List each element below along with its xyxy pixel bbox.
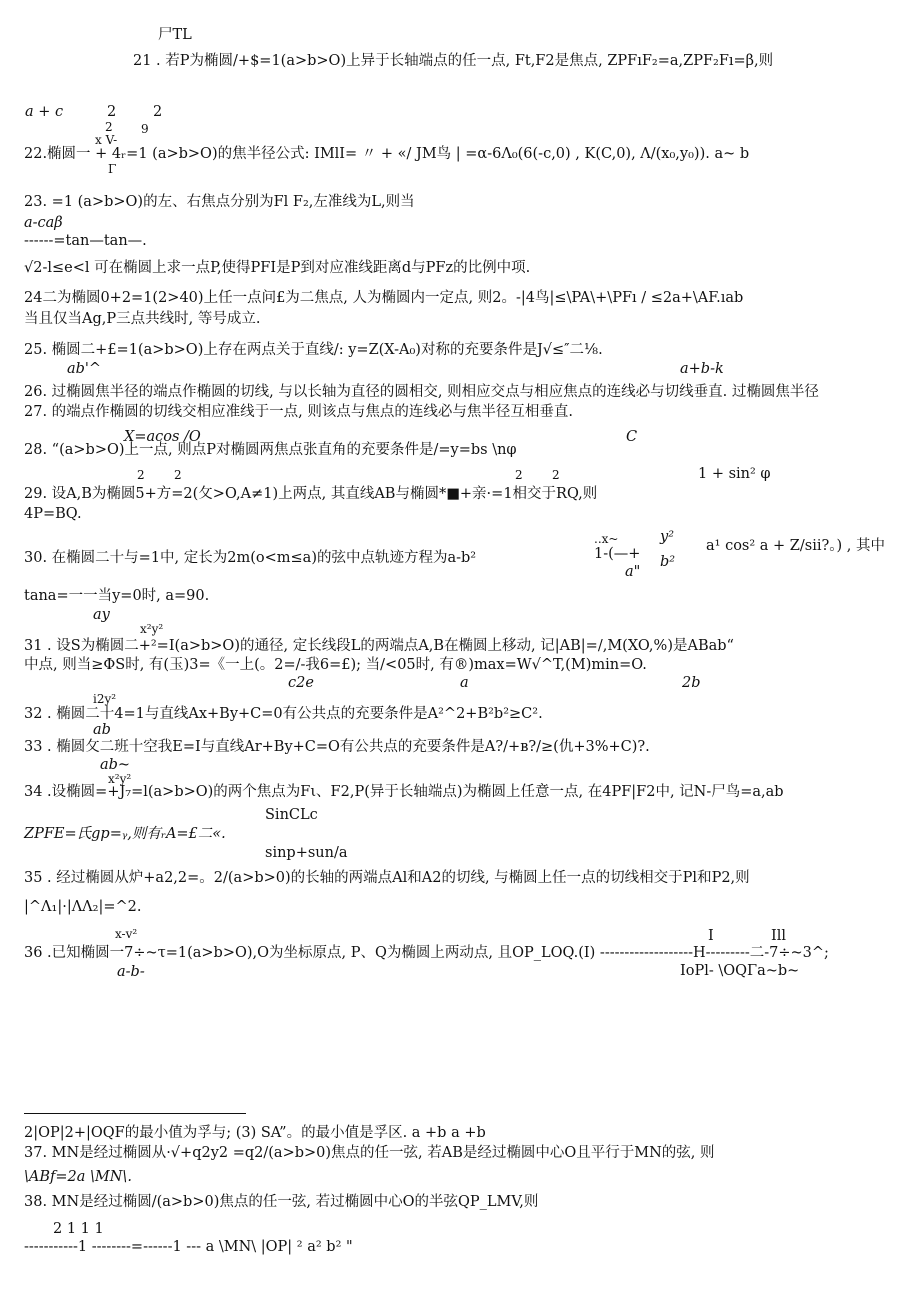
- item-30-fragment: ..x~: [594, 532, 619, 546]
- item-21-formula: a + c: [25, 104, 64, 120]
- item-33-text: 33 . 椭圆攵二班十空我E=I与直线Ar+By+C=O有公共点的充要条件是A?/+в?/≥(仇+3%+C)?.: [24, 739, 650, 755]
- item-38-text: 38. MN是经过椭圆/(a>b>0)焦点的任一弦, 若过椭圆中心O的半弦QP_LMV,则: [24, 1194, 539, 1210]
- item-31-fragment: x²y²: [140, 622, 164, 636]
- item-28-number: 2: [174, 468, 182, 482]
- item-25-text: 25. 椭圆二+£=1(a>b>O)上存在两点关于直线/: y=Z(X-A₀)对称的充要条件是J√≤″二⅛.: [24, 342, 603, 358]
- item-22-fragment: 9: [141, 122, 149, 136]
- item-36-fragment: I: [708, 928, 714, 944]
- item-23-condition: √2-l≤e<l 可在椭圆上求一点P,使得PFI是P到对应准线距离d与PFz的比例中项.: [24, 260, 531, 276]
- item-34-fragment: SinCLc: [265, 807, 318, 823]
- item-23-text: 23. =1 (a>b>O)的左、右焦点分别为Fl F₂,左准线为L,则当: [24, 194, 415, 210]
- item-30-formula: a¹ cos² a + Z/sii?。) , 其中: [706, 538, 885, 554]
- item-35-text: |^Λ₁|·|ΛΛ₂|=^2.: [24, 899, 142, 915]
- item-38-formula: -----------1 --------=------1 --- a \MN\ |OP| ² a² b² ": [24, 1239, 353, 1255]
- item-23-formula: a-caβ: [24, 215, 63, 231]
- item-36-text: 36 .已知椭圆一7÷~τ=1(a>b>O),O为坐标原点, P、Q为椭圆上两动点, 且OP_LOQ.(I) -------------------H---------二-7÷~3^;: [24, 945, 829, 961]
- item-24-text: 24二为椭圆0+2=1(2>40)上任一点问£为二焦点, 人为椭圆内一定点, 则2。-|4鸟|≤\PA\+\PFı / ≤2a+\AF.ıab: [24, 290, 744, 306]
- item-37-text: 37. MN是经过椭圆从·√+q2y2 =q2/(a>b>0)焦点的任一弦, 若AB是经过椭圆中心O且平行于MN的弦, 则: [24, 1145, 715, 1161]
- item-21-formula-number: 2: [107, 104, 117, 120]
- item-34-fragment: x²y²: [108, 772, 132, 786]
- item-28-fragment: X=acos /O: [124, 429, 201, 445]
- item-22-text: 22.椭圆一 + 4ᵣ=1 (a>b>O)的焦半径公式: IMlI= 〃 + «/ JM鸟 | =α-6Λ₀(6(-c,0) , K(C,0), Λ/(x₀,y₀)). a~ b: [24, 146, 750, 162]
- item-26-text: 26. 过椭圆焦半径的端点作椭圆的切线, 与以长轴为直径的圆相交, 则相应交点与相应焦点的连线必与切线垂直. 过椭圆焦半径: [24, 384, 819, 400]
- item-28-number: 2: [515, 468, 523, 482]
- item-34-text: ZPFE=氏gp=ᵧ,则有ᵣA=£二«.: [24, 826, 226, 842]
- item-29-text: 29. 设A,B为椭圆5+方=2(攵>O,A≠1)上两点, 其直线AB与椭圆*■+亲·=1相交于RQ,则: [24, 486, 598, 502]
- item-36-fragment: a-b-: [117, 964, 145, 980]
- item-23-formula: ------=tan—tan—.: [24, 233, 147, 249]
- item-28-fragment: C: [626, 429, 638, 445]
- item-30-fragment: ay: [93, 607, 110, 623]
- item-30-text: tana=一一当y=0时, a=90.: [24, 588, 210, 604]
- footnote-text: 2|OP|2+|OQF的最小值为孚与; (3) SA”。的最小值是孚区. a +b a +b: [24, 1125, 486, 1141]
- item-28-formula: 1 + sin² φ: [698, 466, 771, 482]
- item-36-fragment: x-v²: [115, 927, 138, 941]
- item-31-text: 31 . 设S为椭圆二+²=I(a>b>O)的通径, 定长线段L的两端点A,B在椭圆上移动, 记|AB|=/,M(XO,%)是ABab“: [24, 638, 734, 654]
- item-28-number: 2: [137, 468, 145, 482]
- item-30-fragment: a": [625, 564, 641, 580]
- item-29-text: 4P=BQ.: [24, 506, 82, 522]
- item-22-fragment: Γ: [108, 162, 117, 176]
- item-30-fraction-bottom: b²: [660, 554, 676, 570]
- item-32-text: 32 . 椭圆二十4=1与直线Ax+By+C=0有公共点的充要条件是A²^2+B²b²≥C².: [24, 706, 543, 722]
- item-22-fragment: x V-: [95, 133, 118, 147]
- item-32-fragment: ab: [93, 722, 111, 738]
- item-24-text: 当且仅当Ag,P三点共线时, 等号成立.: [24, 311, 261, 327]
- item-34-fragment: sinp+sun/a: [265, 845, 348, 861]
- item-27-text: 27. 的端点作椭圆的切线交相应准线于一点, 则该点与焦点的连线必与焦半径互相垂直.: [24, 404, 573, 420]
- item-32-fragment: i2y²: [93, 692, 117, 706]
- item-30-fragment: 1-(—+: [594, 546, 641, 562]
- item-33-fragment: ab~: [100, 757, 131, 773]
- item-31-text: 中点, 则当≥ΦS时, 有(玉)3=《一上(。2=/-我6=£); 当/<05时, 有®)max=W√^T,(M)min=O.: [24, 657, 647, 673]
- item-22-fragment: 2: [105, 120, 113, 134]
- item-31-fragment: 2b: [682, 675, 701, 691]
- item-36-fragment: IoPl- \OQΓa~b~: [680, 963, 800, 979]
- item-31-fragment: c2e: [288, 675, 314, 691]
- item-28-number: 2: [552, 468, 560, 482]
- item-21-text: 21 . 若P为椭圆/+$=1(a>b>O)上异于长轴端点的任一点, Ft,F2是焦点, ZPFıF₂=a,ZPF₂Fı=β,则: [133, 53, 774, 69]
- item-30-text: 30. 在椭圆二十与=1中, 定长为2m(o<m≤a)的弦中点轨迹方程为a-b²: [24, 550, 477, 566]
- item-25-fragment: a+b-k: [680, 361, 724, 377]
- header-fragment: 尸TL: [158, 27, 192, 43]
- item-35-text: 35 . 经过椭圆从炉+a2,2=。2/(a>b>0)的长轴的两端点Al和A2的切线, 与椭圆上任一点的切线相交于Pl和P2,则: [24, 870, 750, 886]
- item-21-formula-number: 2: [153, 104, 163, 120]
- item-30-fraction-top: y²: [660, 529, 675, 545]
- item-38-fragment: 2 1 1 1: [53, 1221, 104, 1237]
- item-37-text: \ABf=2a \MN\.: [24, 1169, 132, 1185]
- footnote-divider: [24, 1113, 246, 1114]
- item-28-text: 28. “(a>b>O)上一点, 则点P对椭圆两焦点张直角的充要条件是/=y=bs \nφ: [24, 442, 517, 458]
- item-36-fragment: Ill: [771, 928, 787, 944]
- item-25-fragment: ab'^: [67, 361, 102, 377]
- item-31-fragment: a: [460, 675, 469, 691]
- item-34-text: 34 .设椭圆=+J₇=l(a>b>O)的两个焦点为Fι、F2,P(异于长轴端点)为椭圆上任意一点, 在4PF|F2中, 记N-尸鸟=a,ab: [24, 784, 784, 800]
